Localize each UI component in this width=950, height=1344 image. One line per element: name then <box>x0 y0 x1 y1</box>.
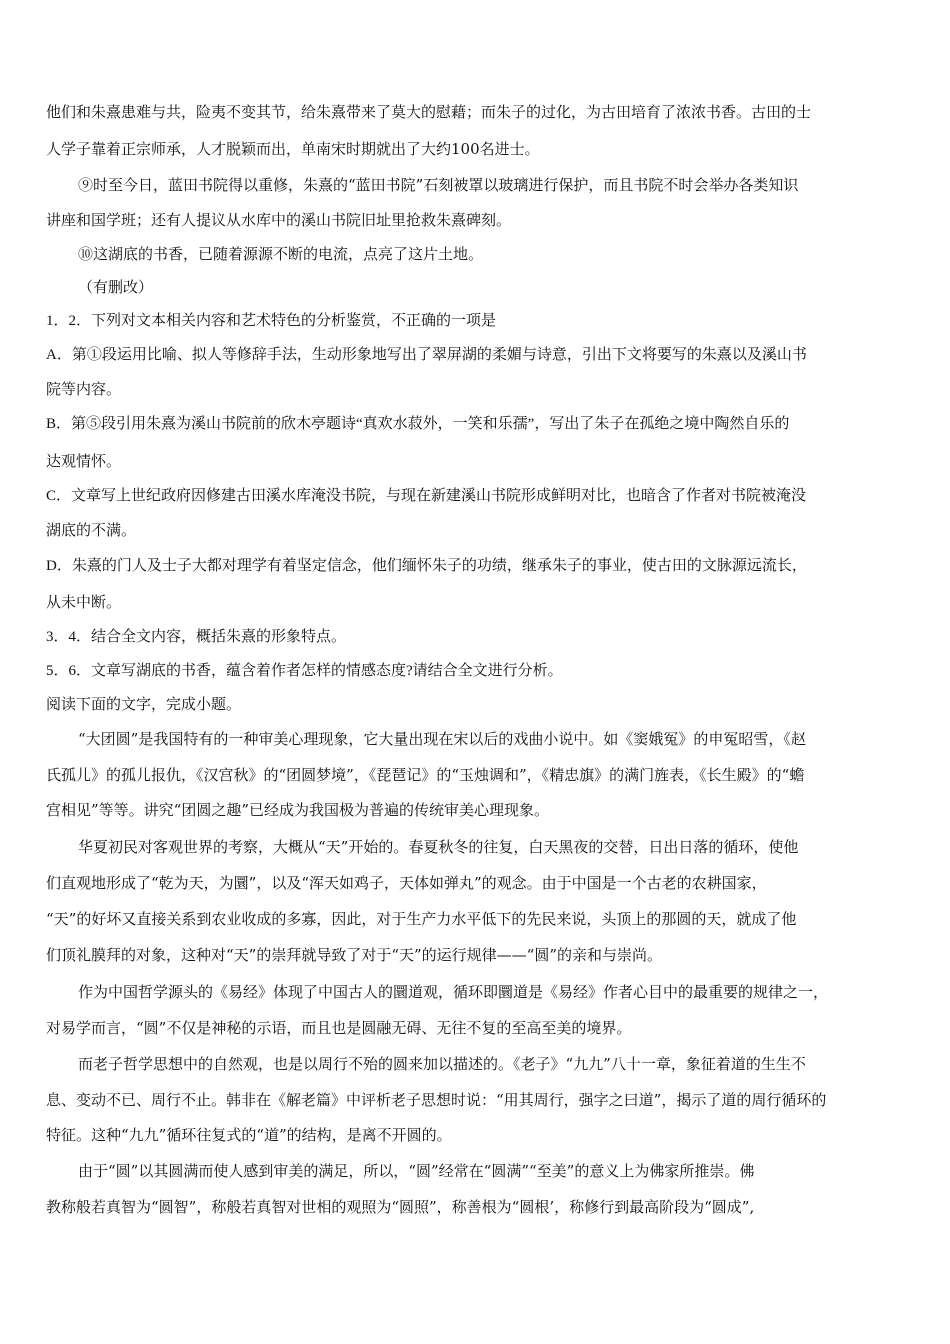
option-c-line2: 湖底的不满。 <box>46 523 137 539</box>
passage1-p8-line2: 人学子靠着正宗师承，人才脱颖而出，单南宋时期就出了大约100名进士。 <box>46 140 540 158</box>
passage2-c-line2: 对易学而言，“圆”不仅是神秘的示语，而且也是圆融无碍、无往不复的至高至美的境界。 <box>46 1019 632 1037</box>
passage1-p8-line1: 他们和朱熹患难与共，险夷不变其节，给朱熹带来了莫大的慰藉；而朱子的过化，为古田培育了浓浓书香。古田的士 <box>46 103 812 121</box>
passage2-c-line1: 作为中国哲学源头的《易经》体现了中国古人的圜道观，循环即圜道是《易经》作者心目中的最重要的规律之一， <box>78 983 829 1001</box>
passage2-a-line1: “大团圆”是我国特有的一种审美心理现象，它大量出现在宋以后的戏曲小说中。如《窦娥冤》的申冤昭雪，《赵 <box>78 730 806 748</box>
passage2-d-line2: 息、变动不已、周行不止。韩非在《解老篇》中评析老子思想时说：“用其周行，强字之曰道”，揭示了道的周行循环的 <box>46 1091 827 1109</box>
passage2-b-line1: 华夏初民对客观世界的考察，大概从“天”开始的。春夏秋冬的往复，白天黑夜的交替，日出日落的循环，使他 <box>78 838 799 856</box>
option-d-line2: 从未中断。 <box>46 595 122 611</box>
option-a-line1: A．第①段运用比喻、拟人等修辞手法，生动形象地写出了翠屏湖的柔媚与诗意，引出下文将要写的朱熹以及溪山书 <box>46 347 807 363</box>
reading-instruction: 阅读下面的文字，完成小题。 <box>46 697 242 713</box>
passage2-b-line2: 们直观地形成了“乾为天，为圜”，以及“浑天如鸡子，天体如弹丸”的观念。由于中国是一个古老的农耕国家， <box>46 874 767 892</box>
question-5-6: 5．6．文章写湖底的书香，蕴含着作者怎样的情感态度?请结合全文进行分析。 <box>46 663 563 679</box>
option-b-line1: B．第⑤段引用朱熹为溪山书院前的欣木亭题诗“真欢水菽外，一笑和乐孺”，写出了朱子在孤绝之境中陶然自乐的 <box>46 416 790 432</box>
passage1-note: （有删改） <box>78 278 154 296</box>
question-3-4: 3．4．结合全文内容，概括朱熹的形象特点。 <box>46 629 347 645</box>
passage2-a-line3: 宫相见”等等。讲究“团圆之趣”已经成为我国极为普遍的传统审美心理现象。 <box>46 801 550 819</box>
passage1-p9-line2: 讲座和国学班；还有人提议从水库中的溪山书院旧址里抢救朱熹碑刻。 <box>46 211 512 229</box>
passage2-e-line1: 由于“圆”以其圆满而使人感到审美的满足，所以，“圆”经常在“圆满”“至美”的意义上为佛家所推崇。佛 <box>78 1162 755 1180</box>
option-b-line2: 达观情怀。 <box>46 454 122 470</box>
option-d-line1: D．朱熹的门人及士子大都对理学有着坚定信念，他们缅怀朱子的功绩，继承朱子的事业，使古田的文脉源远流长， <box>46 558 807 574</box>
question-1-2-stem: 1．2．下列对文本相关内容和艺术特色的分析鉴赏，不正确的一项是 <box>46 313 497 329</box>
passage2-e-line2: 教称般若真智为“圆智”，称般若真智对世相的观照为“圆照”，称善根为“圆根’，称修行到最高阶段为“圆成”, <box>46 1198 755 1216</box>
passage2-d-line3: 特征。这种“九九”循环往复式的“道”的结构，是离不开圆的。 <box>46 1126 452 1144</box>
passage1-p10: ⑩这湖底的书香，已随着源源不断的电流，点亮了这片土地。 <box>78 245 484 263</box>
option-a-line2: 院等内容。 <box>46 382 122 398</box>
passage2-a-line2: 氏孤儿》的孤儿报仇，《汉宫秋》的“团圆梦境”，《琵琶记》的“玉烛调和”，《精忠旗》的满门旌表，《长生殿》的“蟾 <box>46 766 805 784</box>
passage1-p9-line1: ⑨时至今日，蓝田书院得以重修，朱熹的“蓝田书院”石刻被罩以玻璃进行保护，而且书院不时会举办各类知识 <box>78 176 799 194</box>
passage2-d-line1: 而老子哲学思想中的自然观，也是以周行不殆的圆来加以描述的。《老子》“九九”八十一章，象征着道的生生不 <box>78 1055 806 1073</box>
passage2-b-line4: 们顶礼膜拜的对象，这种对“天”的崇拜就导致了对于“天”的运行规律——“圆”的亲和与崇尚。 <box>46 946 663 964</box>
option-c-line1: C．文章写上世纪政府因修建古田溪水库淹没书院，与现在新建溪山书院形成鲜明对比，也暗含了作者对书院被淹没 <box>46 488 807 504</box>
passage2-b-line3: “天”的好坏又直接关系到农业收成的多寡，因此，对于生产力水平低下的先民来说，头顶上的那圆的天，就成了他 <box>46 910 797 928</box>
